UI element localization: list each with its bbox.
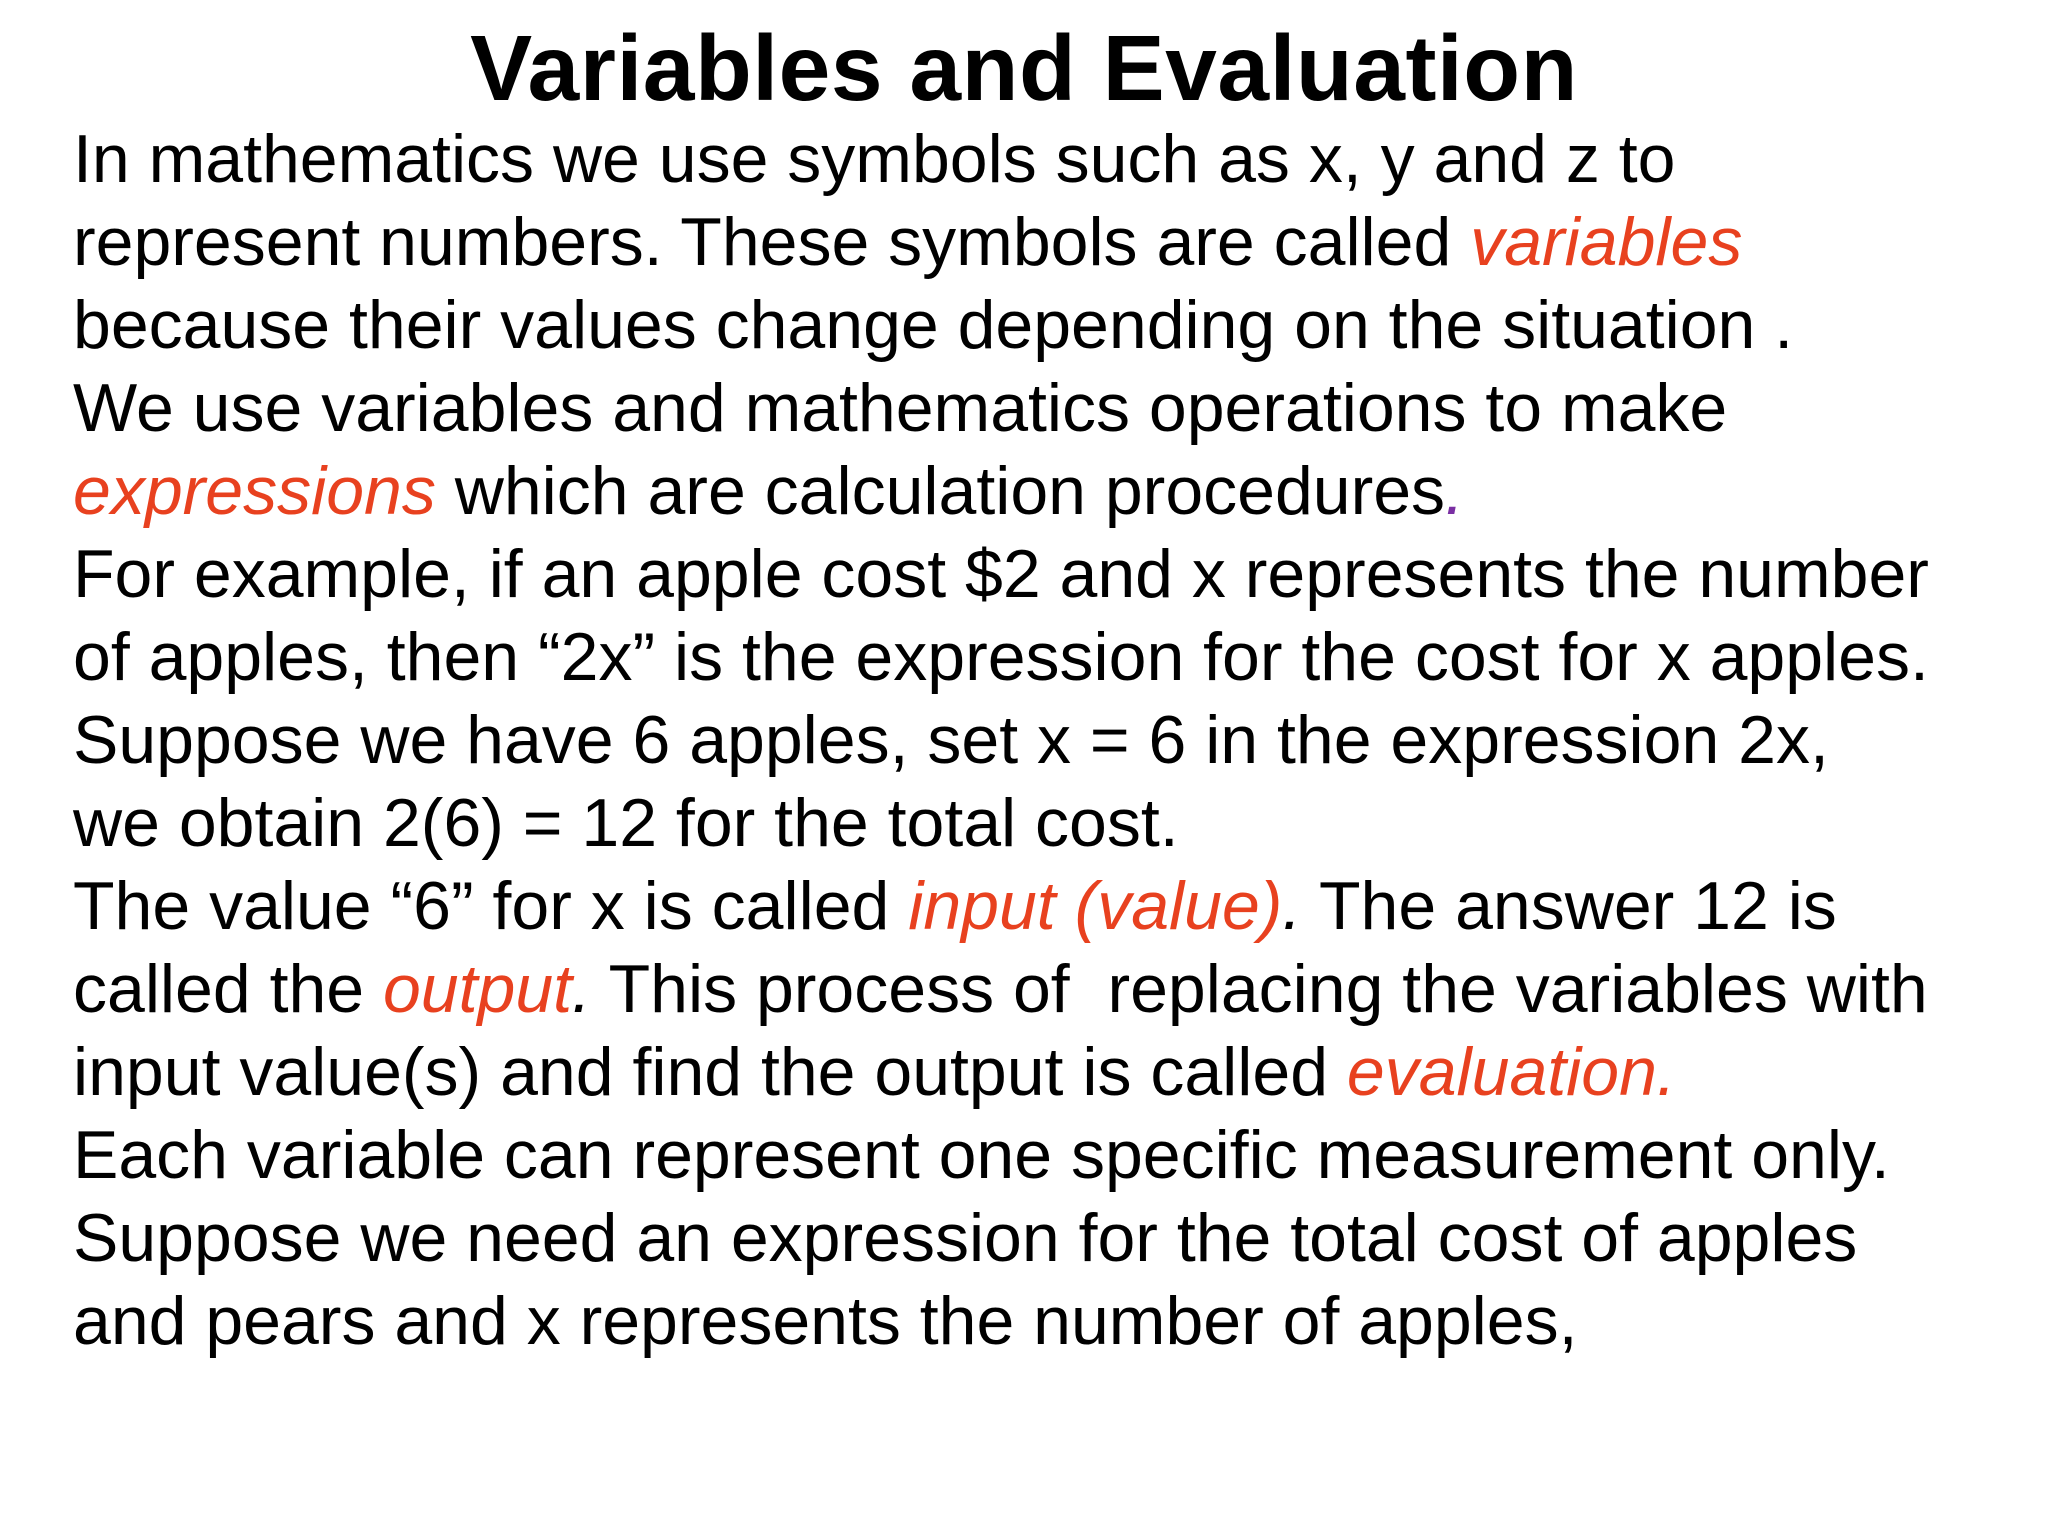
text-run: input value(s) and find the output is called [73,1034,1347,1110]
text-run: which are calculation procedures [435,453,1446,529]
body-line-11 [73,948,2023,1031]
keyword-expressions: expressions [73,453,436,529]
text-run: The value “6” for x is called [73,868,909,944]
keyword-evaluation: evaluation. [1346,1034,1676,1110]
body-line-1 [73,118,2023,201]
body-line-6 [73,533,2023,616]
body-line-5 [73,450,2023,533]
body-line-4 [73,367,2023,450]
body-line-9 [73,782,2023,865]
keyword-variables: variables [1470,204,1743,280]
body-line-14 [73,1197,2023,1280]
text-run: Each variable can represent one specific measurement only. [73,1117,1890,1193]
body-line-7 [73,616,2023,699]
text-run: and pears and x represents the number of apples, [73,1283,1578,1359]
text-run: represent numbers. These symbols are called [73,204,1471,280]
text-run: In mathematics we use symbols such as x, y and z to [73,121,1676,197]
body-line-13 [73,1114,2023,1197]
text-run: we obtain 2(6) = 12 for the total cost. [73,785,1179,861]
text-run: called the [73,951,383,1027]
slide-title: Variables and Evaluation [470,16,1578,120]
period-mark: . [1445,453,1464,529]
text-run: because their values change depending on the situation . [73,287,1794,363]
text-run: We use variables and mathematics operations to make [73,370,1728,446]
body-line-12 [73,1031,2023,1114]
body-line-8 [73,699,2023,782]
body-line-15 [73,1280,2023,1363]
text-run: The answer 12 is [1301,868,1837,944]
text-run: Suppose we have 6 apples, set x = 6 in the expression 2x, [73,702,1829,778]
text-run: Suppose we need an expression for the total cost of apples [73,1200,1858,1276]
period-mark: . [572,951,591,1027]
text-run: of apples, then “2x” is the expression for the cost for x apples. [73,619,1929,695]
body-line-2 [73,201,2023,284]
keyword-output: output [382,951,573,1027]
text-run: This process of replacing the variables with [590,951,1928,1027]
period-mark: . [1282,868,1302,944]
slide-body [73,118,2023,1363]
text-run: For example, if an apple cost $2 and x represents the number [73,536,1929,612]
body-line-10 [73,865,2023,948]
body-line-3 [73,284,2023,367]
keyword-input-value: input (value) [908,868,1283,944]
